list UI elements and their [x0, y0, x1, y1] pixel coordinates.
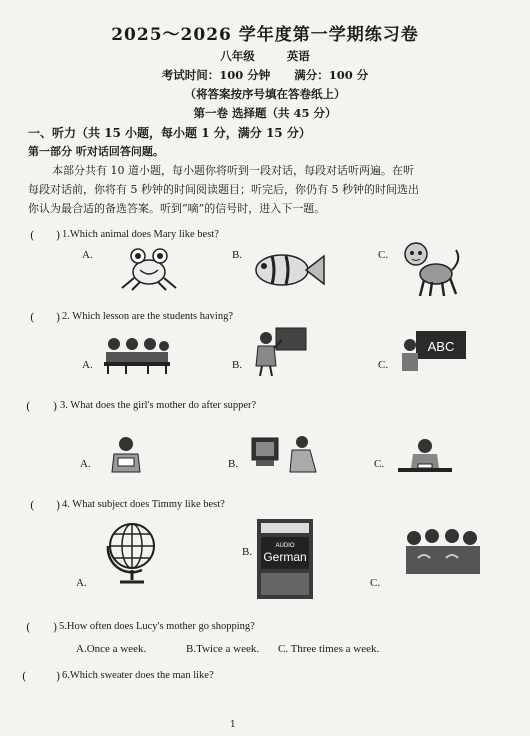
option-a: A.Once a week. — [76, 643, 147, 655]
option-c: C. Three times a week. — [278, 643, 380, 655]
reading-picture — [108, 436, 144, 476]
frog-picture — [118, 244, 180, 292]
writing-picture — [398, 438, 452, 476]
abc-board-text: ABC — [427, 339, 455, 354]
book-title-text: German — [263, 550, 307, 564]
students-picture — [104, 336, 170, 374]
answer-paren-close: ) — [56, 311, 61, 324]
answer-paren-open: ( — [22, 670, 27, 683]
monkey-picture — [398, 240, 462, 298]
option-a: A. — [82, 359, 93, 371]
full-score: 满分：100 分 — [294, 68, 369, 82]
answer-paren-open: ( — [30, 499, 35, 512]
german-book-picture — [257, 519, 313, 599]
answer-paren-close: ) — [53, 400, 58, 413]
answer-note: （将答案按序号填在答卷纸上） — [184, 87, 346, 101]
answer-paren-open: ( — [30, 229, 35, 242]
question-text: 4. What subject does Timmy like best? — [62, 499, 225, 510]
question-text: 3. What does the girl's mother do after supper? — [60, 400, 257, 411]
instruction-line-1: 本部分共有 10 道小题，每小题你将听到一段对话，每段对话听两遍。在听 — [52, 164, 414, 177]
instruction-line-2: 每段对话前，你将有 5 秒钟的时间阅读题目；听完后，你仍有 5 秒钟的时间选出 — [28, 183, 419, 196]
answer-paren-close: ) — [53, 621, 58, 634]
fish-picture — [250, 248, 326, 292]
answer-paren-close: ) — [56, 229, 61, 242]
answer-paren-open: ( — [26, 621, 31, 634]
answer-paren-close: ) — [56, 670, 61, 683]
exam-time: 考试时间：100 分钟 — [161, 68, 271, 82]
grade-subject-line — [0, 48, 530, 64]
option-b: B. — [232, 249, 243, 261]
book-audio-text: AUDIO — [275, 543, 295, 549]
answer-paren-open: ( — [26, 400, 31, 413]
option-c: C. — [374, 458, 385, 470]
option-c: C. — [370, 577, 381, 589]
option-a: A. — [82, 249, 93, 261]
option-b: B.Twice a week. — [186, 643, 260, 655]
volume-heading: 第一卷 选择题（共 45 分） — [193, 106, 337, 120]
section-heading: 一、听力（共 15 小题，每小题 1 分，满分 15 分） — [28, 126, 311, 140]
people-picture — [404, 528, 482, 578]
option-c: C. — [378, 249, 389, 261]
question-text: 6.Which sweater does the man like? — [62, 670, 214, 681]
page-title: 2025～2026 学年度第一学期练习卷 — [111, 25, 419, 45]
option-c: C. — [378, 359, 389, 371]
option-b: B. — [228, 458, 239, 470]
option-a: A. — [80, 458, 91, 470]
grade-label: 八年级 — [220, 49, 255, 63]
instruction-line-3: 你认为最合适的备选答案。听到“嘀”的信号时，进入下一题。 — [28, 202, 326, 215]
option-b: B. — [232, 359, 243, 371]
option-a: A. — [76, 577, 87, 589]
abc-picture — [400, 329, 466, 371]
teacher-picture — [252, 326, 308, 376]
question-text: 5.How often does Lucy's mother go shopping? — [59, 621, 255, 632]
answer-paren-open: ( — [30, 311, 35, 324]
part-heading: 第一部分 听对话回答问题。 — [28, 145, 164, 158]
time-score-line — [0, 67, 530, 83]
question-text: 2. Which lesson are the students having? — [62, 311, 233, 322]
subject-label: 英语 — [286, 49, 310, 63]
globe-picture — [102, 518, 162, 588]
tv-picture — [250, 432, 320, 476]
question-text: 1.Which animal does Mary like best? — [62, 229, 219, 240]
option-b: B. — [242, 546, 253, 558]
answer-paren-close: ) — [56, 499, 61, 512]
page-number: 1 — [230, 720, 236, 730]
